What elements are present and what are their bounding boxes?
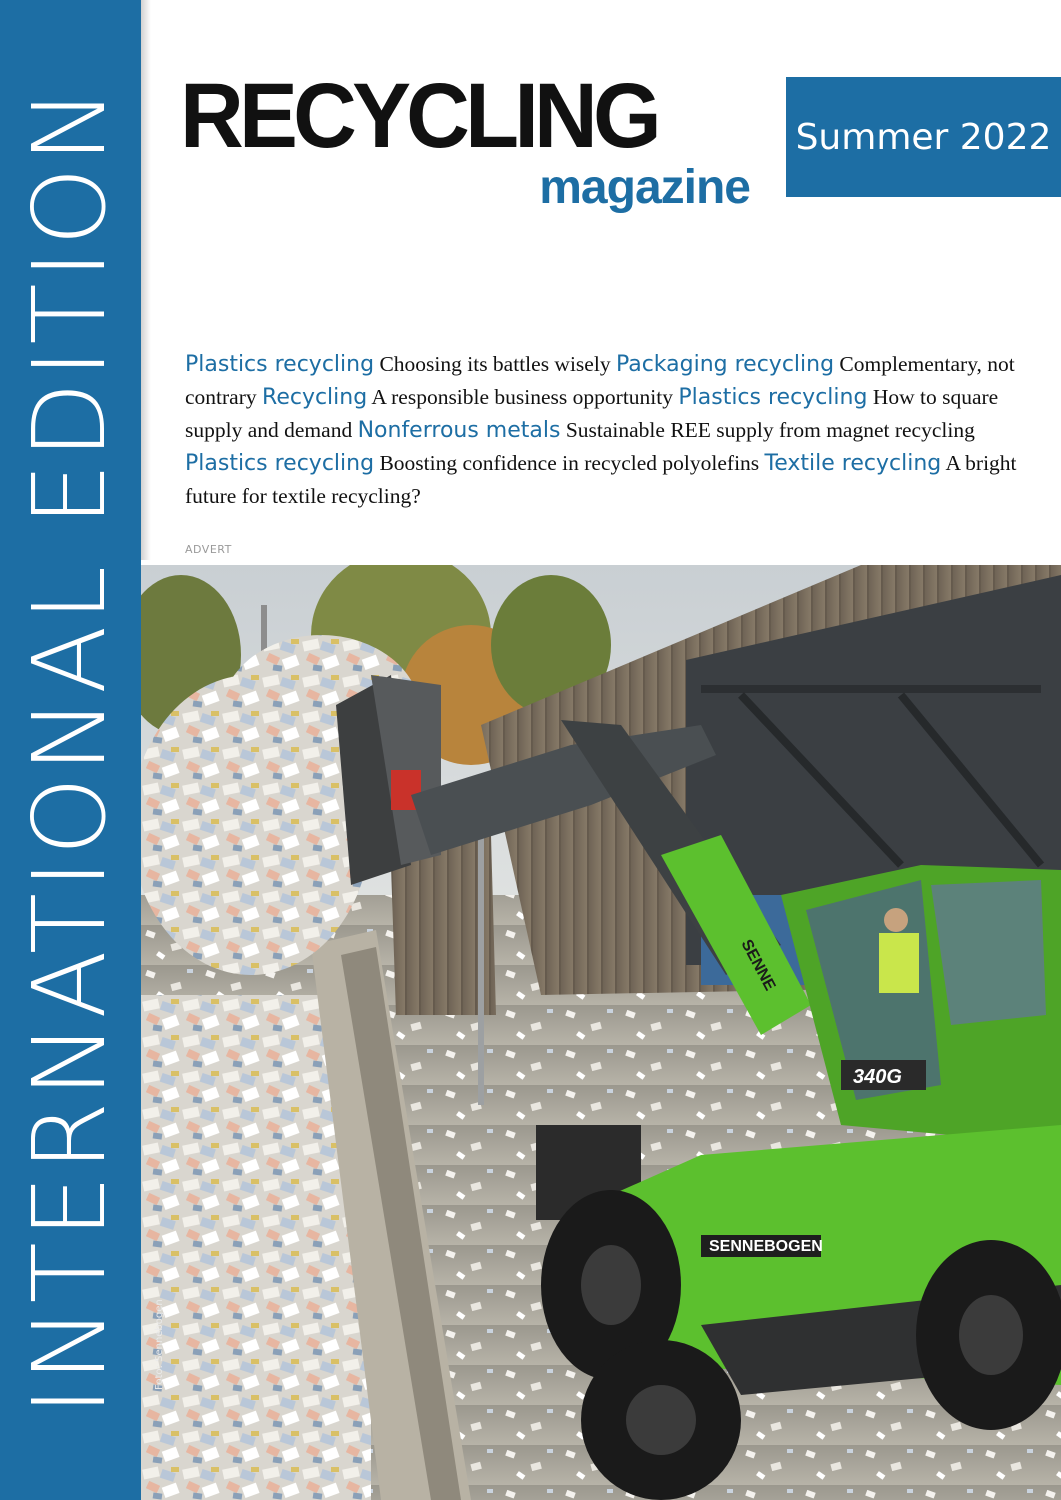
masthead-logo <box>180 65 750 220</box>
model-badge-text: 340G <box>853 1066 902 1088</box>
contents-item <box>262 385 673 409</box>
contents-category: Plastics recycling <box>185 352 375 377</box>
issue-label: Summer 2022 <box>795 116 1052 158</box>
contents-category: Textile recycling <box>764 451 942 476</box>
photo-credit: Foto: Sennebogen <box>154 1299 165 1390</box>
contents-item <box>185 451 759 475</box>
masthead-title: RECYCLING <box>180 65 657 167</box>
contents-headline: A responsible business opportunity <box>371 385 673 409</box>
issue-badge <box>786 77 1061 197</box>
contents-category: Plastics recycling <box>185 451 375 476</box>
contents-category: Nonferrous metals <box>357 418 561 443</box>
contents-teaser <box>185 348 1025 512</box>
chassis-brand-text: SENNEBOGEN <box>709 1238 823 1255</box>
spine-band <box>0 0 141 1500</box>
cover-photo-illustration <box>141 565 1061 1500</box>
contents-headline: Sustainable REE supply from magnet recycling <box>565 418 975 442</box>
contents-headline: How to square supply and demand <box>185 385 999 442</box>
spine-shadow <box>141 0 151 560</box>
contents-headline: Choosing its battles wisely <box>379 352 611 376</box>
boom-brand-text: SENNE <box>737 936 779 994</box>
cover-photo <box>141 565 1061 1500</box>
contents-item <box>358 418 975 442</box>
contents-category: Plastics recycling <box>678 385 868 410</box>
contents-headline: A bright future for textile recycling? <box>185 451 1017 508</box>
contents-category: Recycling <box>262 385 368 410</box>
contents-item <box>185 352 611 376</box>
contents-headline: Complementary, not contrary <box>185 352 1015 409</box>
contents-category: Packaging recycling <box>615 352 835 377</box>
edition-label: INTERNATIONAL EDITION <box>11 84 128 1416</box>
advert-label: ADVERT <box>185 543 232 556</box>
masthead-subtitle: magazine <box>539 161 750 214</box>
contents-headline: Boosting confidence in recycled polyolefins <box>379 451 760 475</box>
